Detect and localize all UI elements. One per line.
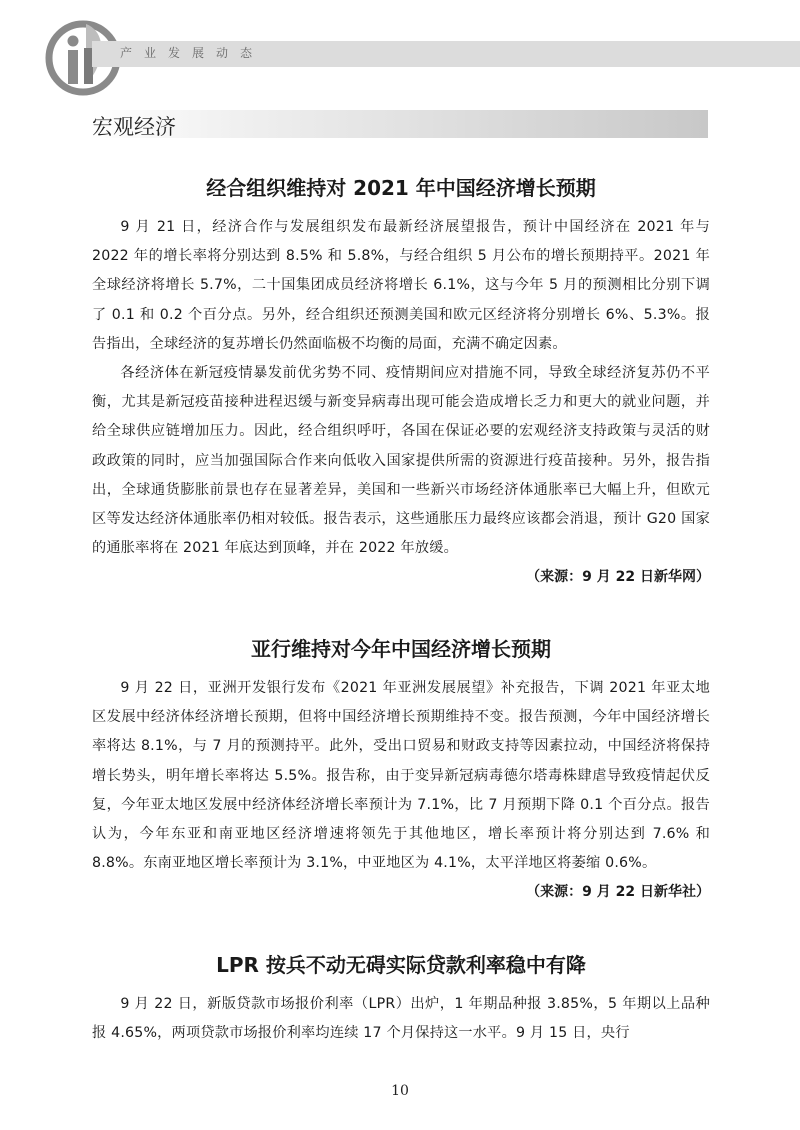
article-paragraph: 9 月 22 日，新版贷款市场报价利率（LPR）出炉，1 年期品种报 3.85%，5 年期以上品种报 4.65%，两项贷款市场报价利率均连续 17 个月保持这一水平。9 月 15 日，央行: [92, 996, 710, 1042]
article-1: [92, 173, 710, 591]
header-section-label: 产业发展动态: [120, 46, 265, 60]
article-2: [92, 634, 710, 906]
page-number: 10: [391, 1083, 409, 1099]
article-title: 亚行维持对今年中国经济增长预期: [251, 637, 551, 661]
article-paragraph: 各经济体在新冠疫情暴发前优劣势不同、疫情期间应对措施不同，导致全球经济复苏仍不平衡，尤其是新冠疫苗接种进程迟缓与新变异病毒出现可能会造成增长乏力和更大的就业问题，并给全球供应链增加压力。因此，经合组织呼吁，各国在保证必要的宏观经济支持政策与灵活的财政政策的同时，应当加强国际合作来向低收入国家提供所需的资源进行疫苗接种。另外，报告指出，全球通货膨胀前景也存在显著差异，美国和一些新兴市场经济体通胀率已大幅上升，但欧元区等发达经济体通胀率仍相对较低。报告表示，这些通胀压力最终应该都会消退，预计 G20 国家的通胀率将在 2021 年底达到顶峰，并在 2022 年放缓。: [92, 365, 710, 557]
article-3: [92, 950, 710, 1048]
article-paragraph: 9 月 22 日，亚洲开发银行发布《2021 年亚洲发展展望》补充报告，下调 2021 年亚太地区发展中经济体经济增长预期，但将中国经济增长预期维持不变。报告预测，今年中国经济增长率将达 8.1%，与 7 月的预测持平。此外，受出口贸易和财政支持等因素拉动，中国经济将保持增长势头，明年增长率将达 5.5%。报告称，由于变异新冠病毒德尔塔毒株肆虐导致疫情起伏反复，今年亚太地区发展中经济体经济增长率预计为 7.1%，比 7 月预期下降 0.1 个百分点。报告认为，今年东亚和南亚地区经济增速将领先于其他地区，增长率预计将分别达到 7.6% 和 8.8%。东南亚地区增长率预计为 3.1%，中亚地区为 4.1%，太平洋地区将萎缩 0.6%。: [92, 680, 710, 872]
article-paragraph: 9 月 21 日，经济合作与发展组织发布最新经济展望报告，预计中国经济在 2021 年与 2022 年的增长率将分别达到 8.5% 和 5.8%，与经合组织 5 月公布的增长预期持平。2021 年全球经济将增长 5.7%，二十国集团成员经济将增长 6.1%，这与今年 5 月的预测相比分别下调了 0.1 和 0.2 个百分点。另外，经合组织还预测美国和欧元区经济将分别增长 6%、5.3%。报告指出，全球经济的复苏增长仍然面临极不均衡的局面，充满不确定因素。: [92, 219, 710, 352]
article-source: （来源：9 月 22 日新华社）: [526, 884, 710, 901]
section-title: 宏观经济: [92, 115, 176, 139]
section-title-bar: [90, 110, 708, 138]
article-source: （来源：9 月 22 日新华网）: [526, 569, 710, 586]
article-title: 经合组织维持对 2021 年中国经济增长预期: [206, 176, 596, 200]
article-title: LPR 按兵不动无碍实际贷款利率稳中有降: [216, 953, 586, 977]
